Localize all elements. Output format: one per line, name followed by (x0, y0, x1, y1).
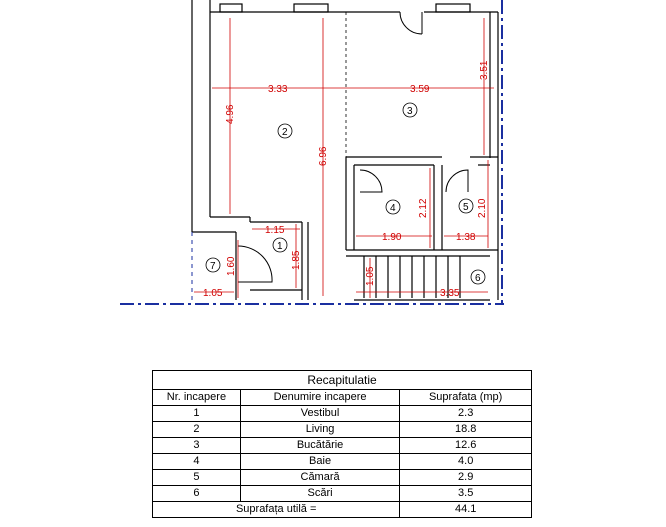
room-marker-1: 1 (277, 241, 283, 252)
dim-label-1-15: 1.15 (265, 225, 285, 236)
row-nr: 2 (153, 422, 241, 438)
row-name: Vestibul (240, 406, 400, 422)
row-area: 3.5 (400, 486, 532, 502)
dim-label-1-38: 1.38 (456, 232, 476, 243)
dim-label-1-05-horizontal: 1.05 (203, 288, 223, 299)
room-marker-7: 7 (210, 261, 216, 272)
table-row (153, 406, 532, 422)
dim-label-3-33: 3.33 (268, 84, 288, 95)
dim-label-2-12: 2.12 (418, 198, 429, 218)
row-name: Living (240, 422, 400, 438)
room-marker-3: 3 (407, 106, 413, 117)
row-name: Baie (240, 454, 400, 470)
table-row (153, 422, 532, 438)
row-nr: 1 (153, 406, 241, 422)
dim-label-3-51: 3.51 (479, 60, 490, 80)
boundary-line (120, 0, 504, 304)
total-row (153, 502, 532, 518)
row-name: Scări (240, 486, 400, 502)
dim-label-3-59: 3.59 (410, 84, 430, 95)
dim-label-3-35: 3.35 (440, 288, 460, 299)
dim-label-1-90: 1.90 (382, 232, 402, 243)
header-area: Suprafata (mp) (400, 390, 532, 406)
room-marker-6: 6 (475, 273, 481, 284)
dim-label-6-96: 6.96 (318, 146, 329, 166)
total-label: Suprafața utilă = (153, 502, 400, 518)
dim-label-1-85: 1.85 (291, 250, 302, 270)
row-area: 12.6 (400, 438, 532, 454)
header-name: Denumire incapere (240, 390, 400, 406)
table-header-row (153, 390, 532, 406)
table-row (153, 438, 532, 454)
dim-label-1-05-vertical: 1.05 (365, 266, 376, 286)
table-row (153, 454, 532, 470)
row-area: 2.3 (400, 406, 532, 422)
dim-label-4-96: 4.96 (225, 104, 236, 124)
room-marker-2: 2 (282, 127, 288, 138)
row-nr: 6 (153, 486, 241, 502)
row-area: 4.0 (400, 454, 532, 470)
table-row (153, 486, 532, 502)
row-nr: 4 (153, 454, 241, 470)
row-area: 18.8 (400, 422, 532, 438)
row-name: Bucătărie (240, 438, 400, 454)
header-nr: Nr. incapere (153, 390, 241, 406)
total-value: 44.1 (400, 502, 532, 518)
recap-table (152, 370, 532, 518)
room-marker-5: 5 (463, 202, 469, 213)
table-row (153, 470, 532, 486)
recap-title: Recapitulatie (152, 370, 532, 389)
dim-label-2-10: 2.10 (477, 198, 488, 218)
row-nr: 3 (153, 438, 241, 454)
room-marker-4: 4 (390, 203, 396, 214)
row-name: Cămară (240, 470, 400, 486)
row-area: 2.9 (400, 470, 532, 486)
row-nr: 5 (153, 470, 241, 486)
dim-label-1-60: 1.60 (226, 256, 237, 276)
